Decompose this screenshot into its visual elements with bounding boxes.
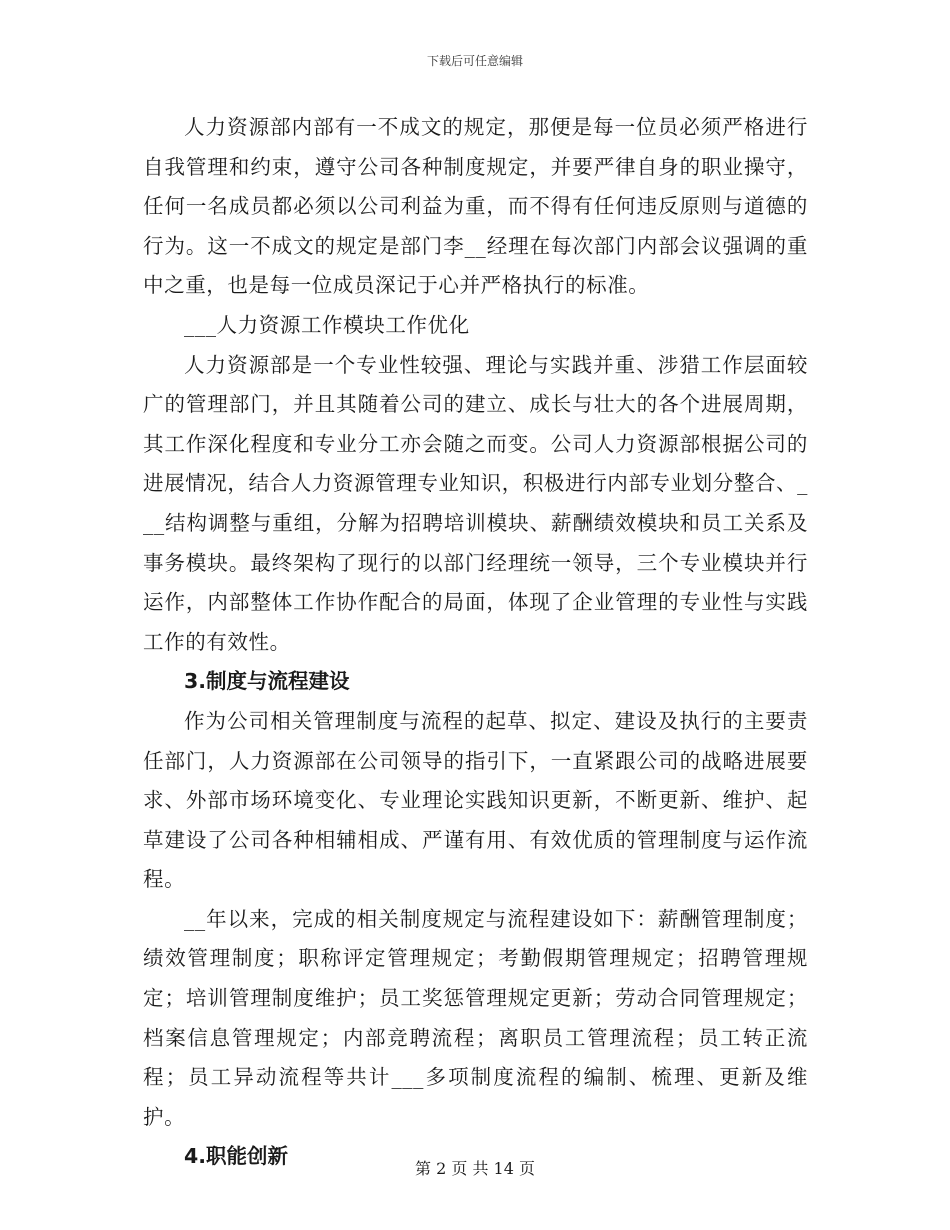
section-heading-3: 3.制度与流程建设 [184, 669, 350, 694]
paragraph-self-management: 人力资源部内部有一不成文的规定，那便是每一位员必须严格进行自我管理和约束，遵守公司各种制度规定，并要严律自身的职业操守，任何一名成员都必须以公司利益为重，而不得有任何违反原则与道德的行为。这一不成文的规定是部门李__经理在每次部门内部会议强调的重中之重，也是每一位成员深记于心并严格执行的标准。 [143, 115, 808, 298]
paragraph-module-title: ___人力资源工作模块工作优化 [184, 312, 470, 337]
paragraph-module-optimization: 人力资源部是一个专业性较强、理论与实践并重、涉猎工作层面较广的管理部门，并且其随着公司的建立、成长与壮大的各个进展周期，其工作深化程度和专业分工亦会随之而变。公司人力资源部根据公司的进展情况，结合人力资源管理专业知识，积极进行内部专业划分整合、___结构调整与重组，分解为招聘培训模块、薪酬绩效模块和员工关系及事务模块。最终架构了现行的以部门经理统一领导，三个专业模块并行运作，内部整体工作协作配合的局面，体现了企业管理的专业性与实践工作的有效性。 [143, 352, 808, 654]
section-heading-4: 4.职能创新 [184, 1144, 289, 1169]
page-header: 下载后可任意编辑 [426, 54, 523, 68]
paragraph-system-process: 作为公司相关管理制度与流程的起草、拟定、建设及执行的主要责任部门，人力资源部在公司领导的指引下，一直紧跟公司的战略进展要求、外部市场环境变化、专业理论实践知识更新，不断更新、维护、起草建设了公司各种相辅相成、严谨有用、有效优质的管理制度与运作流程。 [143, 708, 808, 892]
page-number: 第 2 页 共 14 页 [415, 1159, 535, 1178]
paragraph-system-list: __年以来，完成的相关制度规定与流程建设如下：薪酬管理制度；绩效管理制度；职称评定管理规定；考勤假期管理规定；招聘管理规定；培训管理制度维护；员工奖惩管理规定更新；劳动合同管理规定；档案信息管理规定；内部竞聘流程；离职员工管理流程；员工转正流程；员工异动流程等共计___多项制度流程的编制、梳理、更新及维护。 [143, 906, 808, 1129]
document-body [143, 108, 808, 1177]
